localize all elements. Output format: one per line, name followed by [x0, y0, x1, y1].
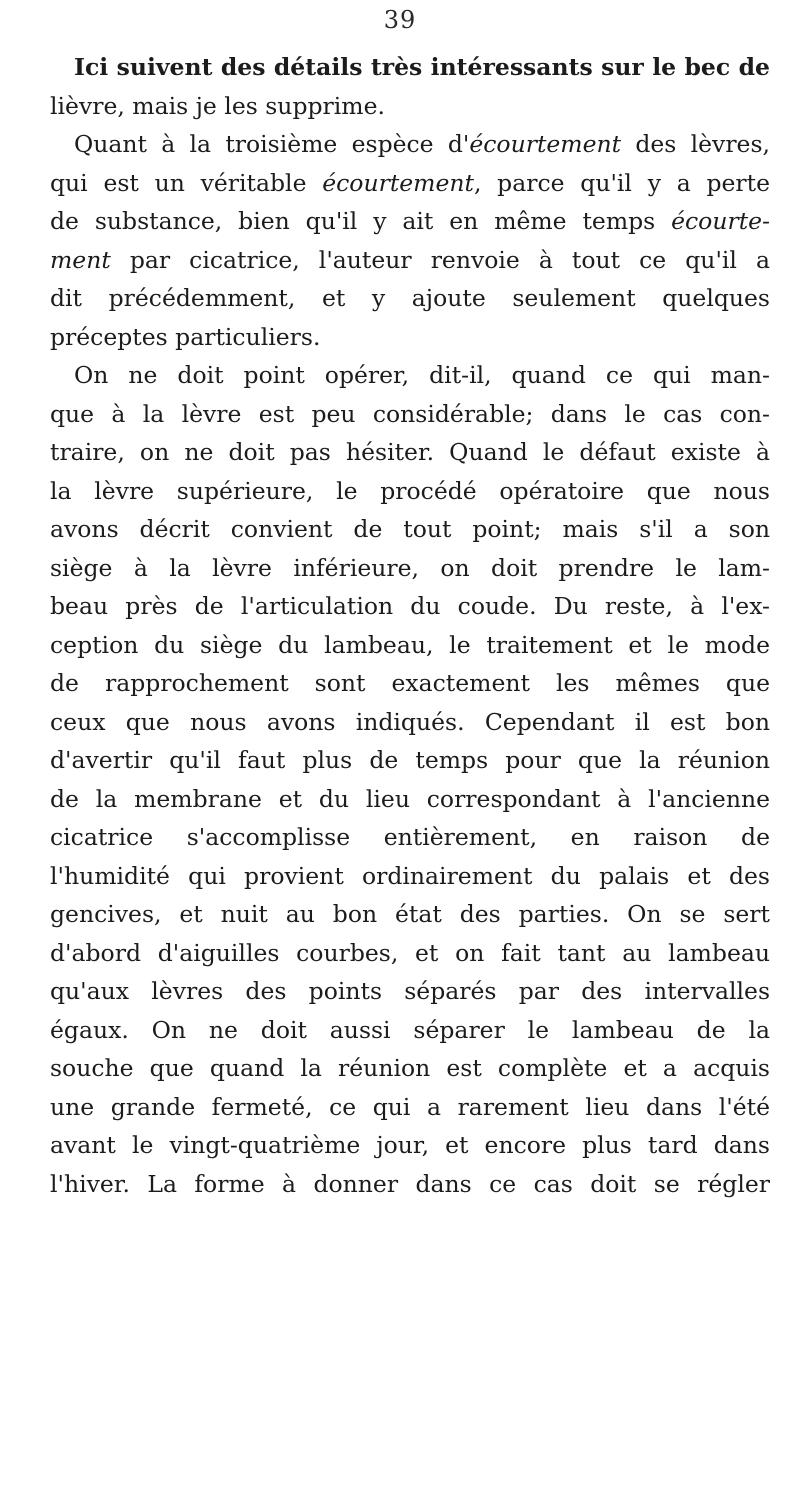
line-text: lièvre, mais je les supprime.	[50, 91, 385, 120]
text-line	[50, 433, 770, 472]
text-line	[50, 587, 770, 626]
text-line	[50, 780, 770, 819]
line-italic-text: écourtement	[322, 168, 474, 197]
line-text: ception du siège du lambeau, le traitement et le mode	[50, 630, 770, 659]
line-text: beau près de l'articulation du coude. Du reste, à l'ex-	[50, 592, 770, 620]
text-line	[50, 664, 770, 703]
text-line	[50, 1011, 770, 1050]
line-text: dit précédemment, et y ajoute seulement quelques	[50, 284, 770, 312]
line-text: avons décrit convient de tout point; mais s'il a son	[50, 515, 770, 543]
line-text: gencives, et nuit au bon état des parties. On se sert	[50, 900, 770, 928]
line-text: Ici suivent des détails très intéressants sur le bec de	[74, 53, 770, 81]
text-line	[50, 318, 770, 357]
line-text: qu'aux lèvres des points séparés par des intervalles	[50, 977, 770, 1005]
line-text: traire, on ne doit pas hésiter. Quand le défaut existe à	[50, 438, 770, 466]
text-line	[50, 472, 770, 511]
text-line	[50, 549, 770, 588]
line-text: ceux que nous avons indiqués. Cependant il est bon	[50, 707, 770, 736]
line-text: de substance, bien qu'il y ait en même temps	[50, 207, 672, 235]
line-text: cicatrice s'accomplisse entièrement, en raison de	[50, 823, 770, 851]
text-line	[50, 356, 770, 395]
line-text: une grande fermeté, ce qui a rarement lieu dans l'été	[50, 1092, 770, 1121]
text-line	[50, 279, 770, 318]
line-text: de rapprochement sont exactement les mêmes que	[50, 669, 770, 697]
line-italic-text: écourtement	[469, 130, 622, 158]
body-text	[50, 48, 770, 1203]
text-line	[50, 1126, 770, 1165]
line-text: l'humidité qui provient ordinairement du palais et des	[50, 861, 770, 890]
text-line	[50, 818, 770, 857]
line-text: égaux. On ne doit aussi séparer le lambeau de la	[50, 1015, 770, 1044]
text-line	[50, 972, 770, 1011]
page-number: 39	[383, 6, 417, 34]
line-text: d'avertir qu'il faut plus de temps pour que la réunion	[50, 746, 770, 774]
text-line	[50, 202, 770, 241]
line-text-after: , parce qu'il y a perte	[473, 168, 771, 197]
line-text: Quant à la troisième espèce d'	[74, 130, 470, 158]
line-text: d'abord d'aiguilles courbes, et on fait tant au lambeau	[50, 938, 770, 967]
text-line	[50, 125, 770, 164]
text-line	[50, 934, 770, 973]
line-text: que à la lèvre est peu considérable; dans le cas con-	[50, 399, 770, 428]
text-line	[50, 1049, 770, 1088]
line-text: de la membrane et du lieu correspondant à l'ancienne	[50, 784, 770, 813]
line-text-after: par cicatrice, l'auteur renvoie à tout ce qu'il a	[110, 245, 770, 274]
line-text-after: des lèvres,	[621, 130, 770, 158]
text-line	[50, 510, 770, 549]
text-line	[50, 241, 770, 280]
line-text: avant le vingt-quatrième jour, et encore plus tard dans	[50, 1131, 770, 1159]
text-line	[50, 48, 770, 87]
text-line	[50, 1165, 770, 1204]
line-text: qui est un véritable	[50, 168, 323, 197]
text-line	[50, 1088, 770, 1127]
line-text: On ne doit point opérer, dit-il, quand ce qui man-	[74, 361, 770, 389]
line-text: préceptes particuliers.	[50, 322, 321, 351]
text-line	[50, 164, 770, 203]
line-text: siège à la lèvre inférieure, on doit prendre le lam-	[50, 553, 770, 582]
text-line	[50, 703, 770, 742]
line-text: l'hiver. La forme à donner dans ce cas doit se régler	[50, 1169, 770, 1198]
text-line	[50, 626, 770, 665]
line-text: souche que quand la réunion est complète et a acquis	[50, 1054, 770, 1082]
text-line	[50, 895, 770, 934]
line-text: la lèvre supérieure, le procédé opératoire que nous	[50, 476, 770, 505]
text-line	[50, 857, 770, 896]
text-line	[50, 395, 770, 434]
line-italic-text: écourte-	[671, 207, 770, 235]
line-italic-text: ment	[50, 245, 111, 274]
text-line	[50, 87, 770, 126]
text-line	[50, 741, 770, 780]
